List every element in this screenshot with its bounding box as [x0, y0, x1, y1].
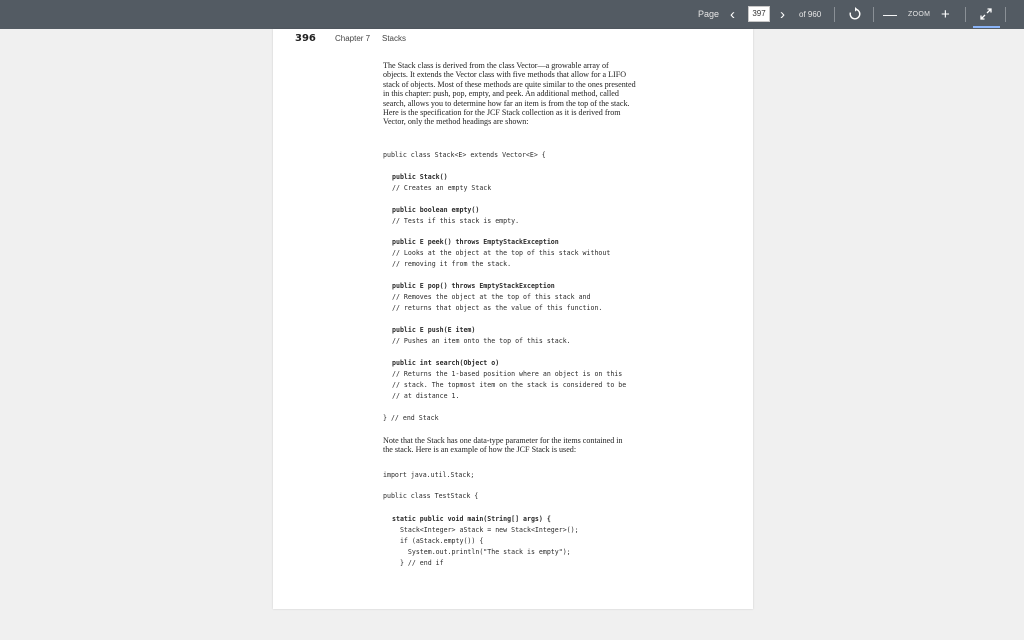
toolbar-divider [1005, 7, 1006, 22]
document-page [273, 29, 753, 609]
method-comment: // stack. The topmost item on the stack is considered to be [392, 381, 627, 389]
toolbar-divider [873, 7, 874, 22]
note-paragraph [383, 436, 689, 455]
paragraph-line: objects. It extends the Vector class with five methods that allow for a LIFO [383, 70, 627, 80]
fit-to-page-icon [979, 7, 993, 21]
paragraph-line: Here is the specification for the JCF Stack collection as it is derived from [383, 108, 621, 118]
rotate-icon [848, 7, 862, 21]
zoom-out-button[interactable]: — [883, 6, 897, 22]
page-number: 396 [295, 33, 316, 44]
zoom-in-button[interactable]: + [941, 6, 950, 23]
method-signature: public E pop() throws EmptyStackException [392, 282, 555, 290]
method-comment: // Tests if this stack is empty. [392, 217, 520, 225]
method-comment: // Returns the 1-based position where an object is on this [392, 370, 623, 378]
zoom-label: ZOOM [908, 11, 931, 18]
page-label: Page [698, 9, 720, 19]
rotate-button[interactable] [848, 7, 862, 22]
method-signature: public Stack() [392, 173, 448, 181]
paragraph-line: The Stack class is derived from the class Vector—a growable array of [383, 61, 609, 70]
method-comment: // Removes the object at the top of this stack and [392, 293, 591, 301]
method-comment: // Looks at the object at the top of this stack without [392, 249, 611, 257]
method-signature: public int search(Object o) [392, 359, 500, 367]
paragraph-line: search, allows you to determine how far an item is from the top of the stack. [383, 98, 630, 108]
import-code: import java.util.Stack; [383, 471, 475, 479]
page-number-input[interactable] [748, 6, 770, 22]
fit-page-button[interactable] [973, 1, 1000, 28]
chapter-label: Chapter 7 [335, 34, 371, 43]
paragraph-line: in this chapter: push, pop, empty, and peek. An additional method, called [383, 89, 619, 99]
method-comment: // returns that object as the value of this function. [392, 304, 603, 312]
toolbar-divider [965, 7, 966, 22]
method-block [392, 237, 610, 270]
total-pages-label: of 960 [799, 10, 822, 19]
main-method-code [392, 514, 579, 569]
method-block [392, 172, 491, 194]
paragraph-line: the stack. Here is an example of how the JCF Stack is used: [383, 445, 577, 455]
method-block [392, 325, 571, 347]
pdf-toolbar [0, 0, 1024, 29]
method-signature: public E push(E item) [392, 326, 476, 334]
intro-paragraph [383, 61, 689, 127]
method-block [392, 358, 626, 402]
method-comment: // Creates an empty Stack [392, 184, 492, 192]
method-signature: public boolean empty() [392, 206, 480, 214]
code-line: static public void main(String[] args) { [392, 515, 551, 523]
method-comment: // removing it from the stack. [392, 260, 512, 268]
code-line: System.out.println("The stack is empty"); [392, 548, 571, 556]
next-page-button[interactable]: › [780, 6, 785, 23]
previous-page-button[interactable]: ‹ [730, 6, 735, 23]
class-header-code: public class Stack<E> extends Vector<E> { [383, 151, 546, 159]
method-block [392, 205, 519, 227]
toolbar-divider [834, 7, 835, 22]
paragraph-line: Vector, only the method headings are shown: [383, 117, 529, 127]
code-line: } // end if [392, 559, 444, 567]
section-label: Stacks [382, 34, 407, 43]
method-block [392, 281, 602, 314]
method-comment: // Pushes an item onto the top of this stack. [392, 337, 571, 345]
paragraph-line: stack of objects. Most of these methods are quite similar to the ones presented [383, 79, 636, 89]
code-line: if (aStack.empty()) { [392, 537, 484, 545]
method-signature: public E peek() throws EmptyStackException [392, 238, 559, 246]
method-comment: // at distance 1. [392, 392, 460, 400]
class-footer-code: } // end Stack [383, 414, 439, 422]
test-class-header-code: public class TestStack { [383, 492, 479, 500]
code-line: Stack<Integer> aStack = new Stack<Integer>(); [392, 526, 579, 534]
paragraph-line: Note that the Stack has one data-type parameter for the items contained in [383, 436, 623, 445]
